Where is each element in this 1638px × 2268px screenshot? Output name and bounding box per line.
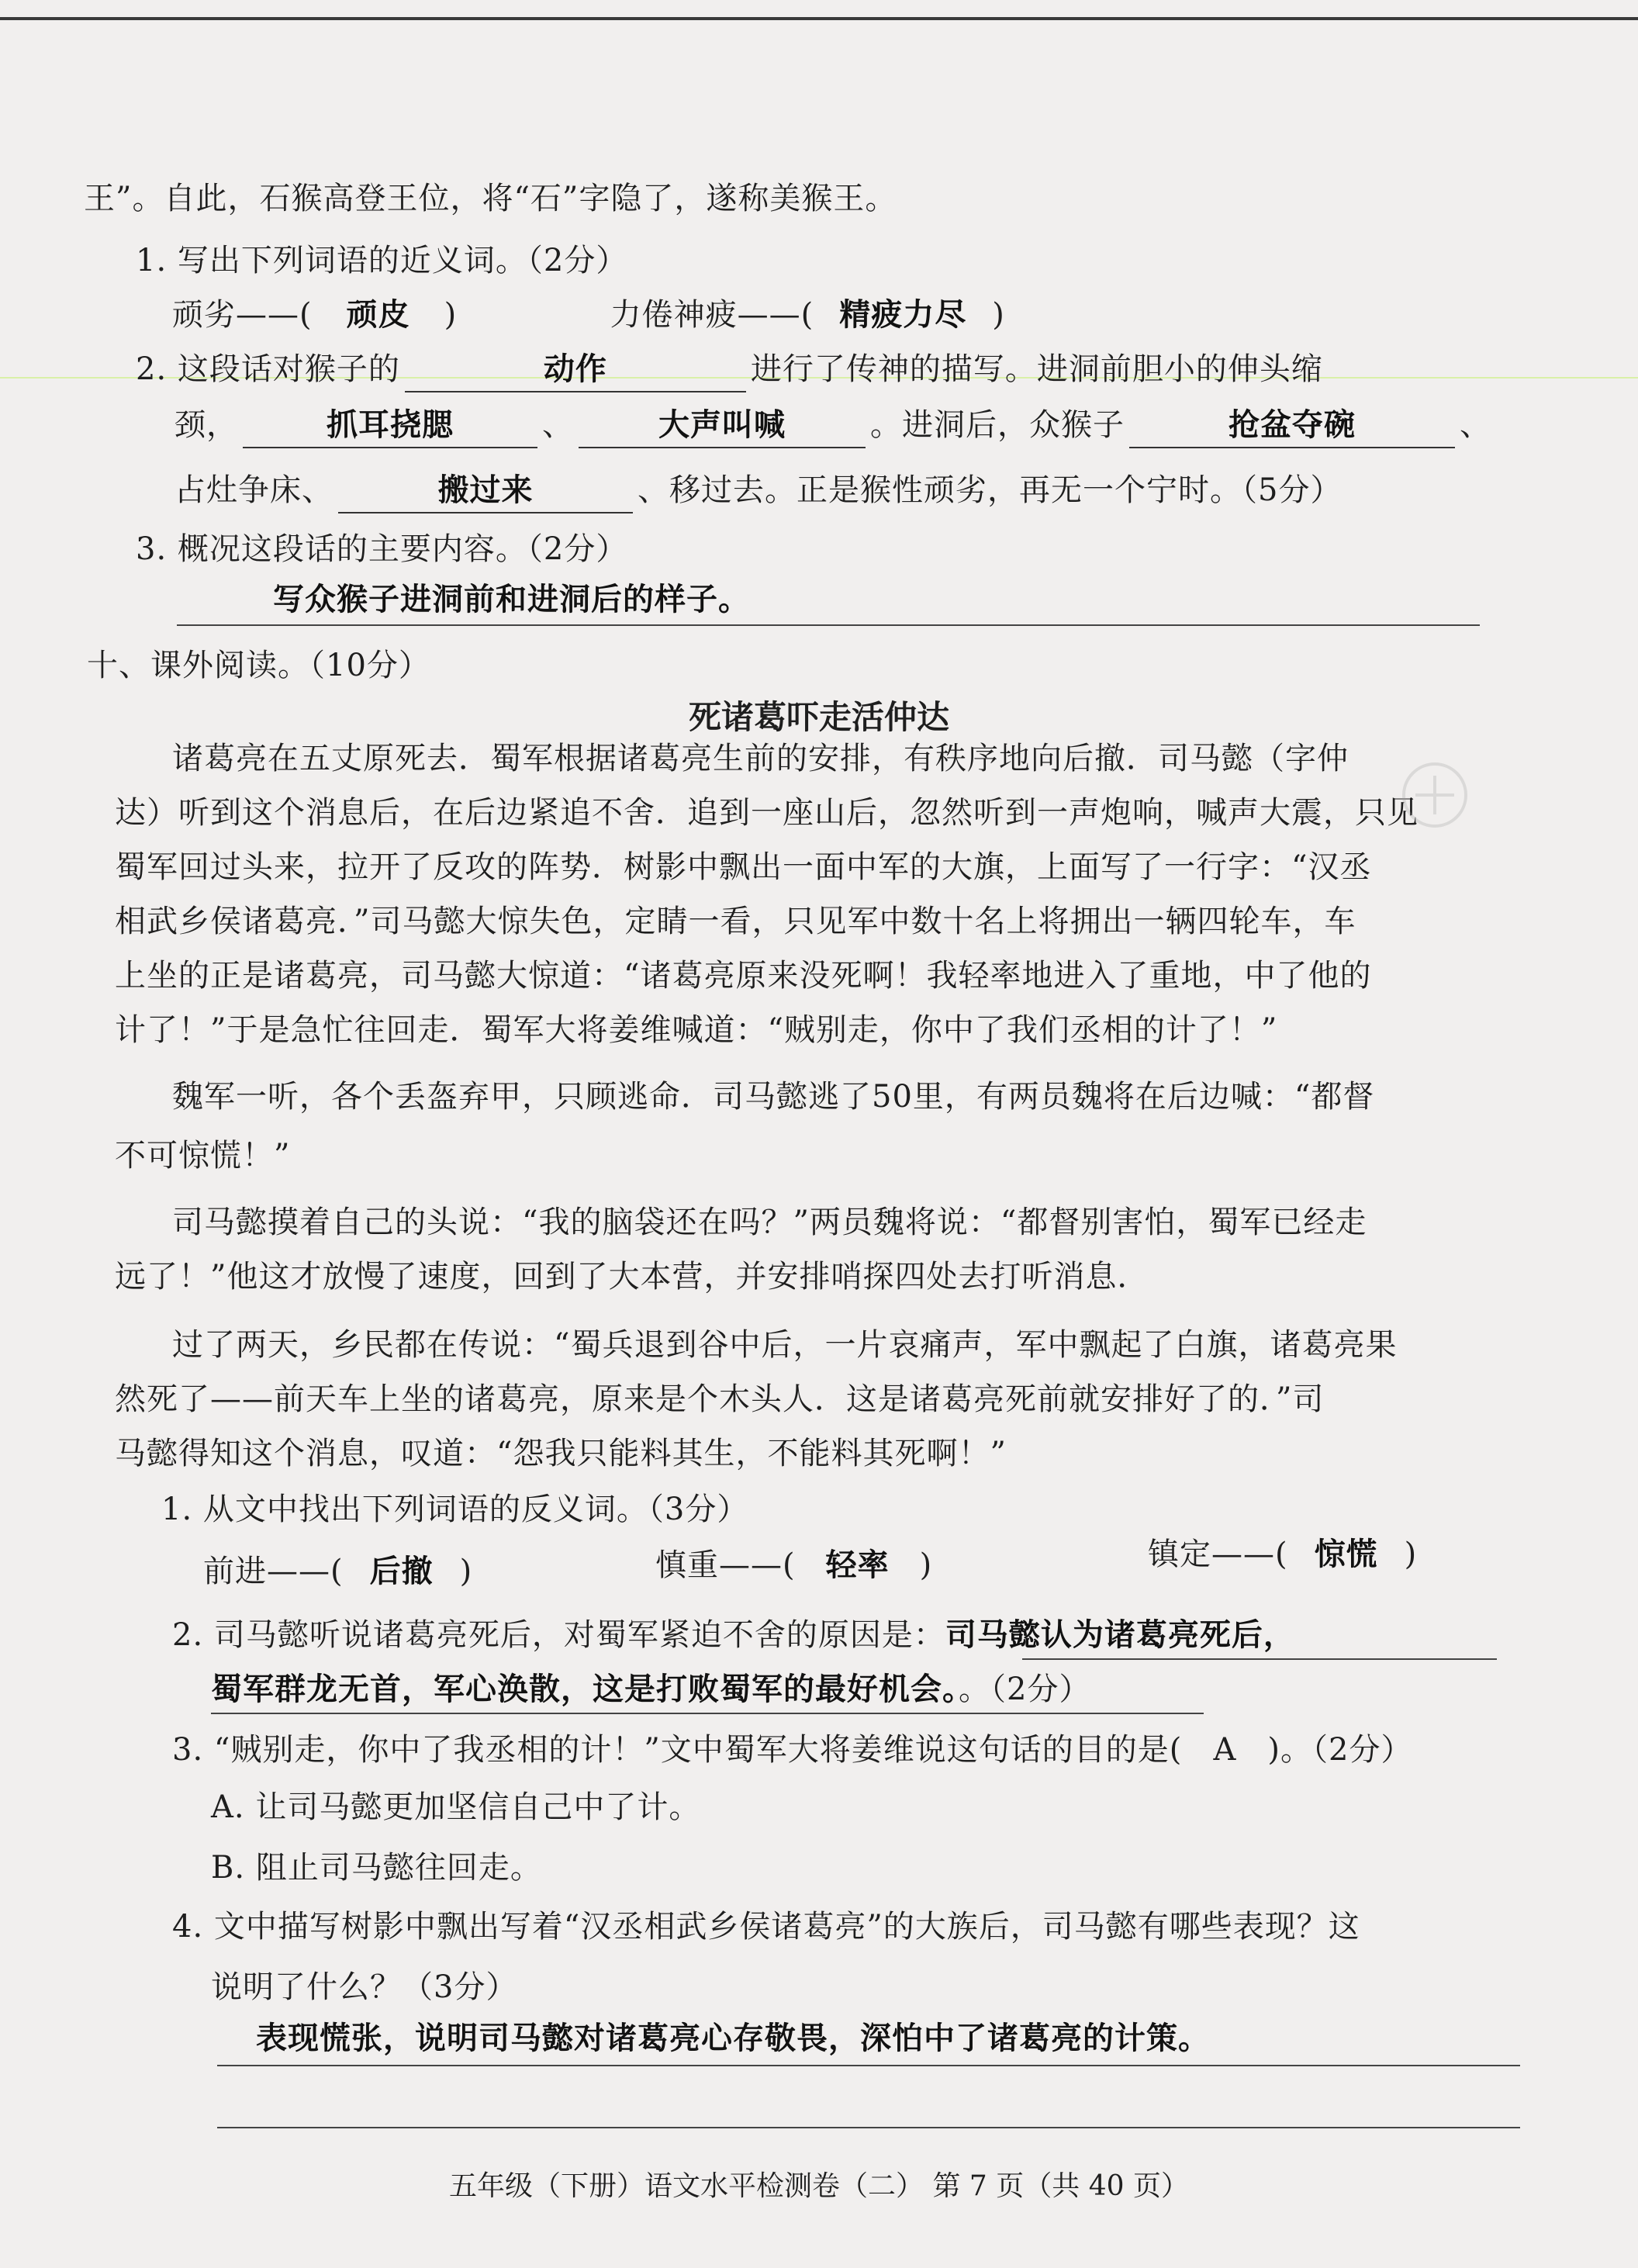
q1-row xyxy=(172,293,1005,337)
r2-score: 。（2分） xyxy=(959,1672,1091,1707)
para-line-5: 上坐的正是诸葛亮，司马懿大惊道：“诸葛亮原来没死啊！我轻率地进入了重地，中了他的 xyxy=(115,958,1372,994)
q2-text2: 进行了传神的描写。进洞前胆小的伸头缩 xyxy=(750,351,1323,387)
para-line-9: 司马懿摸着自己的头说：“我的脑袋还在吗？”两员魏将说：“都督别害怕，蜀军已经走 xyxy=(172,1205,1367,1240)
r1-stem: 1. 从文中找出下列词语的反义词。（3分） xyxy=(161,1492,749,1527)
para-line-10: 远了！”他这才放慢了速度，回到了大本营，并安排哨探四处去打听消息． xyxy=(115,1259,1149,1295)
q2-text5: 占灶争床、 xyxy=(175,472,333,508)
r1-close1: ) xyxy=(459,1554,473,1589)
r4-rule1 xyxy=(217,2065,1520,2066)
para-line-8: 不可惊慌！” xyxy=(115,1138,291,1174)
para-line-6: 计了！”于是急忙往回走．蜀军大将姜维喊道：“贼别走，你中了我们丞相的计了！” xyxy=(115,1012,1278,1048)
para-line-4: 相武乡侯诸葛亮．”司马懿大惊失色，定睛一看，只见军中数十名上将拥出一辆四轮车，车 xyxy=(115,904,1356,939)
r1-row-2 xyxy=(655,1544,932,1587)
r3-option-a: A. 让司马懿更加坚信自己中了计。 xyxy=(211,1789,701,1825)
r2-line1 xyxy=(172,1613,1295,1657)
para-line-2: 达）听到这个消息后，在后边紧追不舍．追到一座山后，忽然听到一声炮响，喊声大震，只见 xyxy=(115,795,1419,831)
q3-answer-rule xyxy=(177,624,1480,626)
r4-rule2 xyxy=(217,2127,1520,2128)
q3-stem: 3. 概况这段话的主要内容。（2分） xyxy=(136,531,628,567)
q2-answer4: 抢盆夺碗 xyxy=(1129,403,1455,448)
r3-option-b: B. 阻止司马懿往回走。 xyxy=(211,1850,542,1886)
r2-line2 xyxy=(211,1668,1090,1711)
q2-answer1: 动作 xyxy=(405,347,746,392)
watermark-stamp-icon xyxy=(1388,756,1481,834)
q1-close1: ) xyxy=(444,297,458,333)
para-line-13: 马懿得知这个消息，叹道：“怨我只能料其生，不能料其死啊！” xyxy=(115,1436,1007,1471)
q1-stem: 1. 写出下列词语的近义词。（2分） xyxy=(136,243,628,278)
para-line-11: 过了两天，乡民都在传说：“蜀兵退到谷中后，一片哀痛声，军中飘起了白旗，诸葛亮果 xyxy=(172,1327,1398,1363)
r1-row xyxy=(203,1550,472,1593)
r4-answer: 表现慌张，说明司马懿对诸葛亮心存敬畏，深怕中了诸葛亮的计策。 xyxy=(256,2021,1210,2056)
r1-close3: ) xyxy=(1404,1537,1418,1572)
q3-answer: 写众猴子进洞前和进洞后的样子。 xyxy=(273,582,750,617)
q2-answer2: 抓耳挠腮 xyxy=(243,403,537,448)
r1-answer2: 轻率 xyxy=(825,1547,890,1583)
reading-title: 死诸葛吓走活仲达 xyxy=(688,698,949,736)
r3-stem: 3. “贼别走，你中了我丞相的计！”文中蜀军大将姜维说这句话的目的是( xyxy=(172,1732,1183,1768)
r1-word3: 镇定——( xyxy=(1148,1537,1288,1572)
r4-line1: 4. 文中描写树影中飘出写着“汉丞相武乡侯诸葛亮”的大族后，司马懿有哪些表现？这 xyxy=(172,1909,1360,1945)
r2-rule1 xyxy=(1022,1658,1497,1660)
q1-answer1: 顽皮 xyxy=(346,297,410,333)
q2-line2 xyxy=(175,403,1491,448)
q1-word1: 顽劣——( xyxy=(172,297,313,333)
page-footer: 五年级（下册）语文水平检测卷（二） 第 7 页（共 40 页） xyxy=(449,2170,1189,2202)
r1-word2: 慎重——( xyxy=(655,1547,796,1583)
q2-sep1: 、 xyxy=(542,407,574,443)
q2-answer5: 搬过来 xyxy=(338,468,633,513)
r1-close2: ) xyxy=(919,1547,933,1583)
para-line-12: 然死了——前天车上坐的诸葛亮，原来是个木头人．这是诸葛亮死前就安排好了的．”司 xyxy=(115,1381,1325,1417)
section-10-heading: 十、课外阅读。（10分） xyxy=(87,648,430,683)
q2-text4: 。进洞后，众猴子 xyxy=(870,407,1125,443)
para-line-1: 诸葛亮在五丈原死去．蜀军根据诸葛亮生前的安排，有秩序地向后撤．司马懿（字仲 xyxy=(172,741,1349,776)
q1-answer2: 精疲力尽 xyxy=(839,297,967,333)
q1-close2: ) xyxy=(992,297,1005,333)
r1-answer1: 后撤 xyxy=(369,1554,434,1589)
q2-text3: 颈， xyxy=(175,407,238,443)
r4-line2: 说明了什么？（3分） xyxy=(211,1969,518,2005)
top-edge-line xyxy=(0,17,1638,20)
passage-end: 王”。自此，石猴高登王位，将“石”字隐了，遂称美猴王。 xyxy=(84,181,897,216)
q2-line3 xyxy=(175,468,1342,513)
q2-text6: 、移过去。正是猴性顽劣，再无一个宁时。（5分） xyxy=(638,472,1343,508)
r3-stem-line xyxy=(172,1728,1412,1772)
r1-word1: 前进——( xyxy=(203,1554,344,1589)
para-line-3: 蜀军回过头来，拉开了反攻的阵势．树影中飘出一面中军的大旗，上面写了一行字：“汉丞 xyxy=(115,849,1372,885)
r1-row-3 xyxy=(1148,1533,1417,1576)
q2-answer3: 大声叫喊 xyxy=(579,403,866,448)
r2-stem: 2. 司马懿听说诸葛亮死后，对蜀军紧迫不舍的原因是： xyxy=(172,1617,945,1653)
r3-tail: )。（2分） xyxy=(1267,1732,1413,1768)
r2-rule2 xyxy=(211,1713,1204,1714)
r2-answer1: 司马懿认为诸葛亮死后， xyxy=(945,1617,1295,1653)
para-line-7: 魏军一听，各个丢盔弃甲，只顾逃命．司马懿逃了50里，有两员魏将在后边喊：“都督 xyxy=(172,1079,1375,1115)
q1-word2: 力倦神疲——( xyxy=(610,297,814,333)
r3-answer: A xyxy=(1213,1732,1237,1768)
q2-text1: 2. 这段话对猴子的 xyxy=(136,351,400,387)
q2-line1 xyxy=(136,347,1323,392)
q2-sep2: 、 xyxy=(1460,407,1491,443)
r1-answer3: 惊慌 xyxy=(1314,1537,1378,1572)
r2-answer2: 蜀军群龙无首，军心涣散，这是打败蜀军的最好机会。 xyxy=(211,1672,959,1707)
